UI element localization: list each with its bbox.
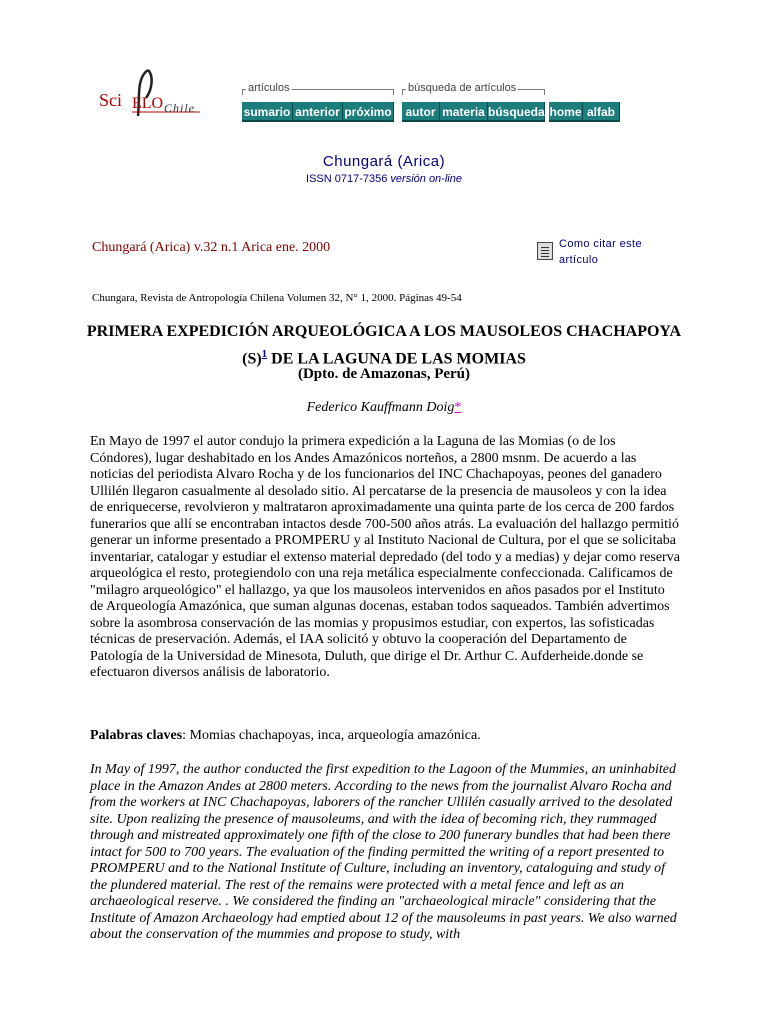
article-title-part2: DE LA LAGUNA DE LAS MOMIAS xyxy=(267,350,526,368)
cite-article-link[interactable]: Como citar este artículo xyxy=(559,238,643,266)
article-title xyxy=(80,321,688,370)
abstract-spanish: En Mayo de 1997 el autor condujo la primera expedición a la Laguna de las Momias (o de los Cóndores), lugar deshabitado en los Andes Amazónicos norteños, a 2800 msnm. De acuerdo a las noticias del periodista Alvaro Rocha y de los funcionarios del INC Chachapoyas, peones del ganadero Ullilén llegaron casualmente al desolado sitio. Al percatarse de la presencia de mausoleos y con la idea de enriquecerse, revolvieron y maltrataron aproximadamente una quinta parte de los cerca de 200 fardos funerarios que allí se encontraban intactos desde 700-500 años atrás. La evaluación del hallazgo permitió generar un informe presentado a PROMPERU y al Instituto Nacional de Cultura, por el que se solicitaba inventariar, catalogar y estudiar el extenso material depredado (del todo y a medias) y dejar como reserva arqueológica el resto, protegiendolo con una reja metálica especialmente confeccionada. Calificamos de "milagro arqueológico" el hallazgo, ya que los mausoleos intervenidos en años pasados por el Instituto de Arqueología Amazónica, que suman algunas docenas, estaban todos saqueados. También advertimos sobre la asombrosa conservación de las momias y propusimos estudiar, con expertos, las sofisticadas técnicas de preservación. Además, el IAA solicitó y obtuvo la cooperación del Departamento de Patología de la Universidad de Minesota, Duluth, que dirige el Dr. Arthur C. Aufderheide.donde se efectuaron diversos análisis de laboratorio. xyxy=(90,434,680,680)
keywords-line xyxy=(90,728,680,744)
source-line: Chungara, Revista de Antropología Chilena Volumen 32, N° 1, 2000. Páginas 49-54 xyxy=(92,292,462,304)
home-button[interactable]: home xyxy=(549,102,583,122)
abstract-english: In May of 1997, the author conducted the first expedition to the Lagoon of the Mummies, an uninhabited place in the Amazon Andes at 2800 meters. According to the news from the journalist Alvaro Rocha and from the workers at INC Chachapoyas, laborers of the rancher Ullilén casually arrived to the desolated site. Upon realizing the presence of mausoleums, and with the idea of becoming rich, they rummaged through and mistreated approximately one fifth of the close to 200 funerary bundles that had been there intact for 500 to 700 years. The evaluation of the finding permitted the writing of a report presented to PROMPERU and to the National Institute of Culture, including an inventory, cataloguing and study of the plundered material. The rest of the remains were protected with a metal fence and left as an archaeological reserve. . We considered the finding an "archaeological miracle" considering that the Institute of Amazon Archaeology had emptied about 12 of the mausoleums in past years. We also warned about the conservation of the mummies and propose to study, with xyxy=(90,762,677,942)
article-title-part1: PRIMERA EXPEDICIÓN ARQUEOLÓGICA A LOS MAUSOLEOS CHACHAPOYA (S) xyxy=(86,323,682,368)
autor-button[interactable]: autor xyxy=(402,102,440,122)
journal-title: Chungará (Arica) xyxy=(322,153,446,170)
article-subtitle: (Dpto. de Amazonas, Perú) xyxy=(297,366,471,382)
nav-articulos-label: artículos xyxy=(248,82,290,94)
footnote-link[interactable]: 1 xyxy=(261,348,268,360)
sumario-button[interactable]: sumario xyxy=(242,102,293,122)
keywords-text: : Momias chachapoyas, inca, arqueología amazónica. xyxy=(182,728,481,743)
author-name: Federico Kauffmann Doig xyxy=(306,400,455,415)
nav-busqueda-label: búsqueda de artículos xyxy=(408,82,517,94)
author-footnote-link[interactable]: * xyxy=(454,400,462,415)
proximo-button[interactable]: próximo xyxy=(343,102,394,122)
document-icon[interactable] xyxy=(537,242,553,260)
materia-button[interactable]: materia xyxy=(440,102,488,122)
issn-number: ISSN 0717-7356 xyxy=(306,173,388,185)
issn-version: versión on-line xyxy=(390,173,462,185)
author-line xyxy=(0,400,768,416)
keywords-label: Palabras claves xyxy=(90,728,183,743)
issn-line xyxy=(0,173,768,185)
issue-citation: Chungará (Arica) v.32 n.1 Arica ene. 2000 xyxy=(92,240,331,255)
logo-sci-text: Sci xyxy=(99,90,123,110)
logo-elo-text: ELO xyxy=(132,95,164,112)
alfab-button[interactable]: alfab xyxy=(583,102,620,122)
scielo-logo[interactable] xyxy=(96,68,208,124)
anterior-button[interactable]: anterior xyxy=(293,102,343,122)
busqueda-button[interactable]: búsqueda xyxy=(488,102,545,122)
logo-chile-text: Chile xyxy=(164,101,195,115)
